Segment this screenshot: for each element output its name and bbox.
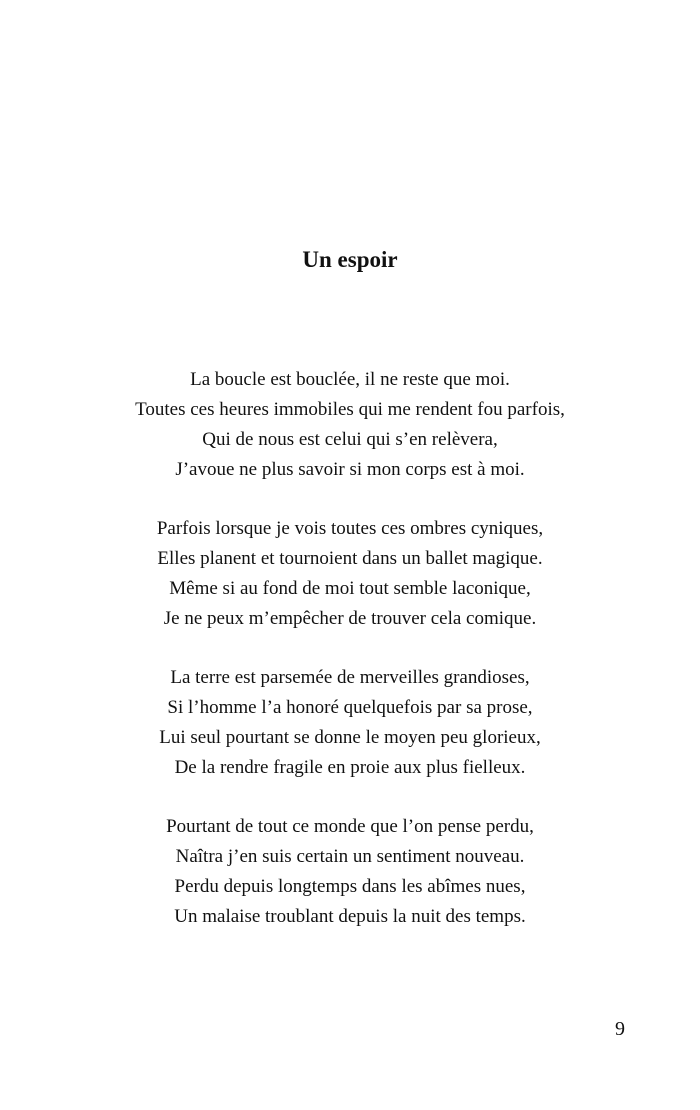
poem-title: Un espoir [302, 247, 398, 272]
poem-line: Qui de nous est celui qui s’en relèvera, [202, 429, 498, 450]
stanza [0, 812, 700, 932]
poem-line: Un malaise troublant depuis la nuit des temps. [174, 906, 526, 927]
poem-line: La terre est parsemée de merveilles grandioses, [170, 667, 530, 688]
poem-line: Naîtra j’en suis certain un sentiment nouveau. [175, 846, 525, 867]
poem-body [0, 365, 700, 961]
poem-line: Elles planent et tournoient dans un ballet magique. [157, 548, 543, 569]
poem-line: Lui seul pourtant se donne le moyen peu glorieux, [159, 727, 541, 748]
poem-line: Même si au fond de moi tout semble laconique, [169, 578, 531, 599]
poem-line: La boucle est bouclée, il ne reste que moi. [190, 369, 510, 390]
poem-line: De la rendre fragile en proie aux plus fielleux. [174, 757, 526, 778]
poem-line: Perdu depuis longtemps dans les abîmes nues, [174, 876, 526, 897]
poem-line: Pourtant de tout ce monde que l’on pense perdu, [166, 816, 534, 837]
stanza [0, 365, 700, 485]
poem-line: J’avoue ne plus savoir si mon corps est à moi. [175, 459, 525, 480]
poem-line: Parfois lorsque je vois toutes ces ombres cyniques, [156, 518, 544, 539]
poem-line: Je ne peux m’empêcher de trouver cela comique. [163, 608, 537, 629]
poem-line: Toutes ces heures immobiles qui me rendent fou parfois, [135, 399, 565, 420]
stanza [0, 514, 700, 634]
stanza [0, 663, 700, 783]
poem-line: Si l’homme l’a honoré quelquefois par sa prose, [167, 697, 533, 718]
page-number: 9 [615, 1018, 625, 1040]
